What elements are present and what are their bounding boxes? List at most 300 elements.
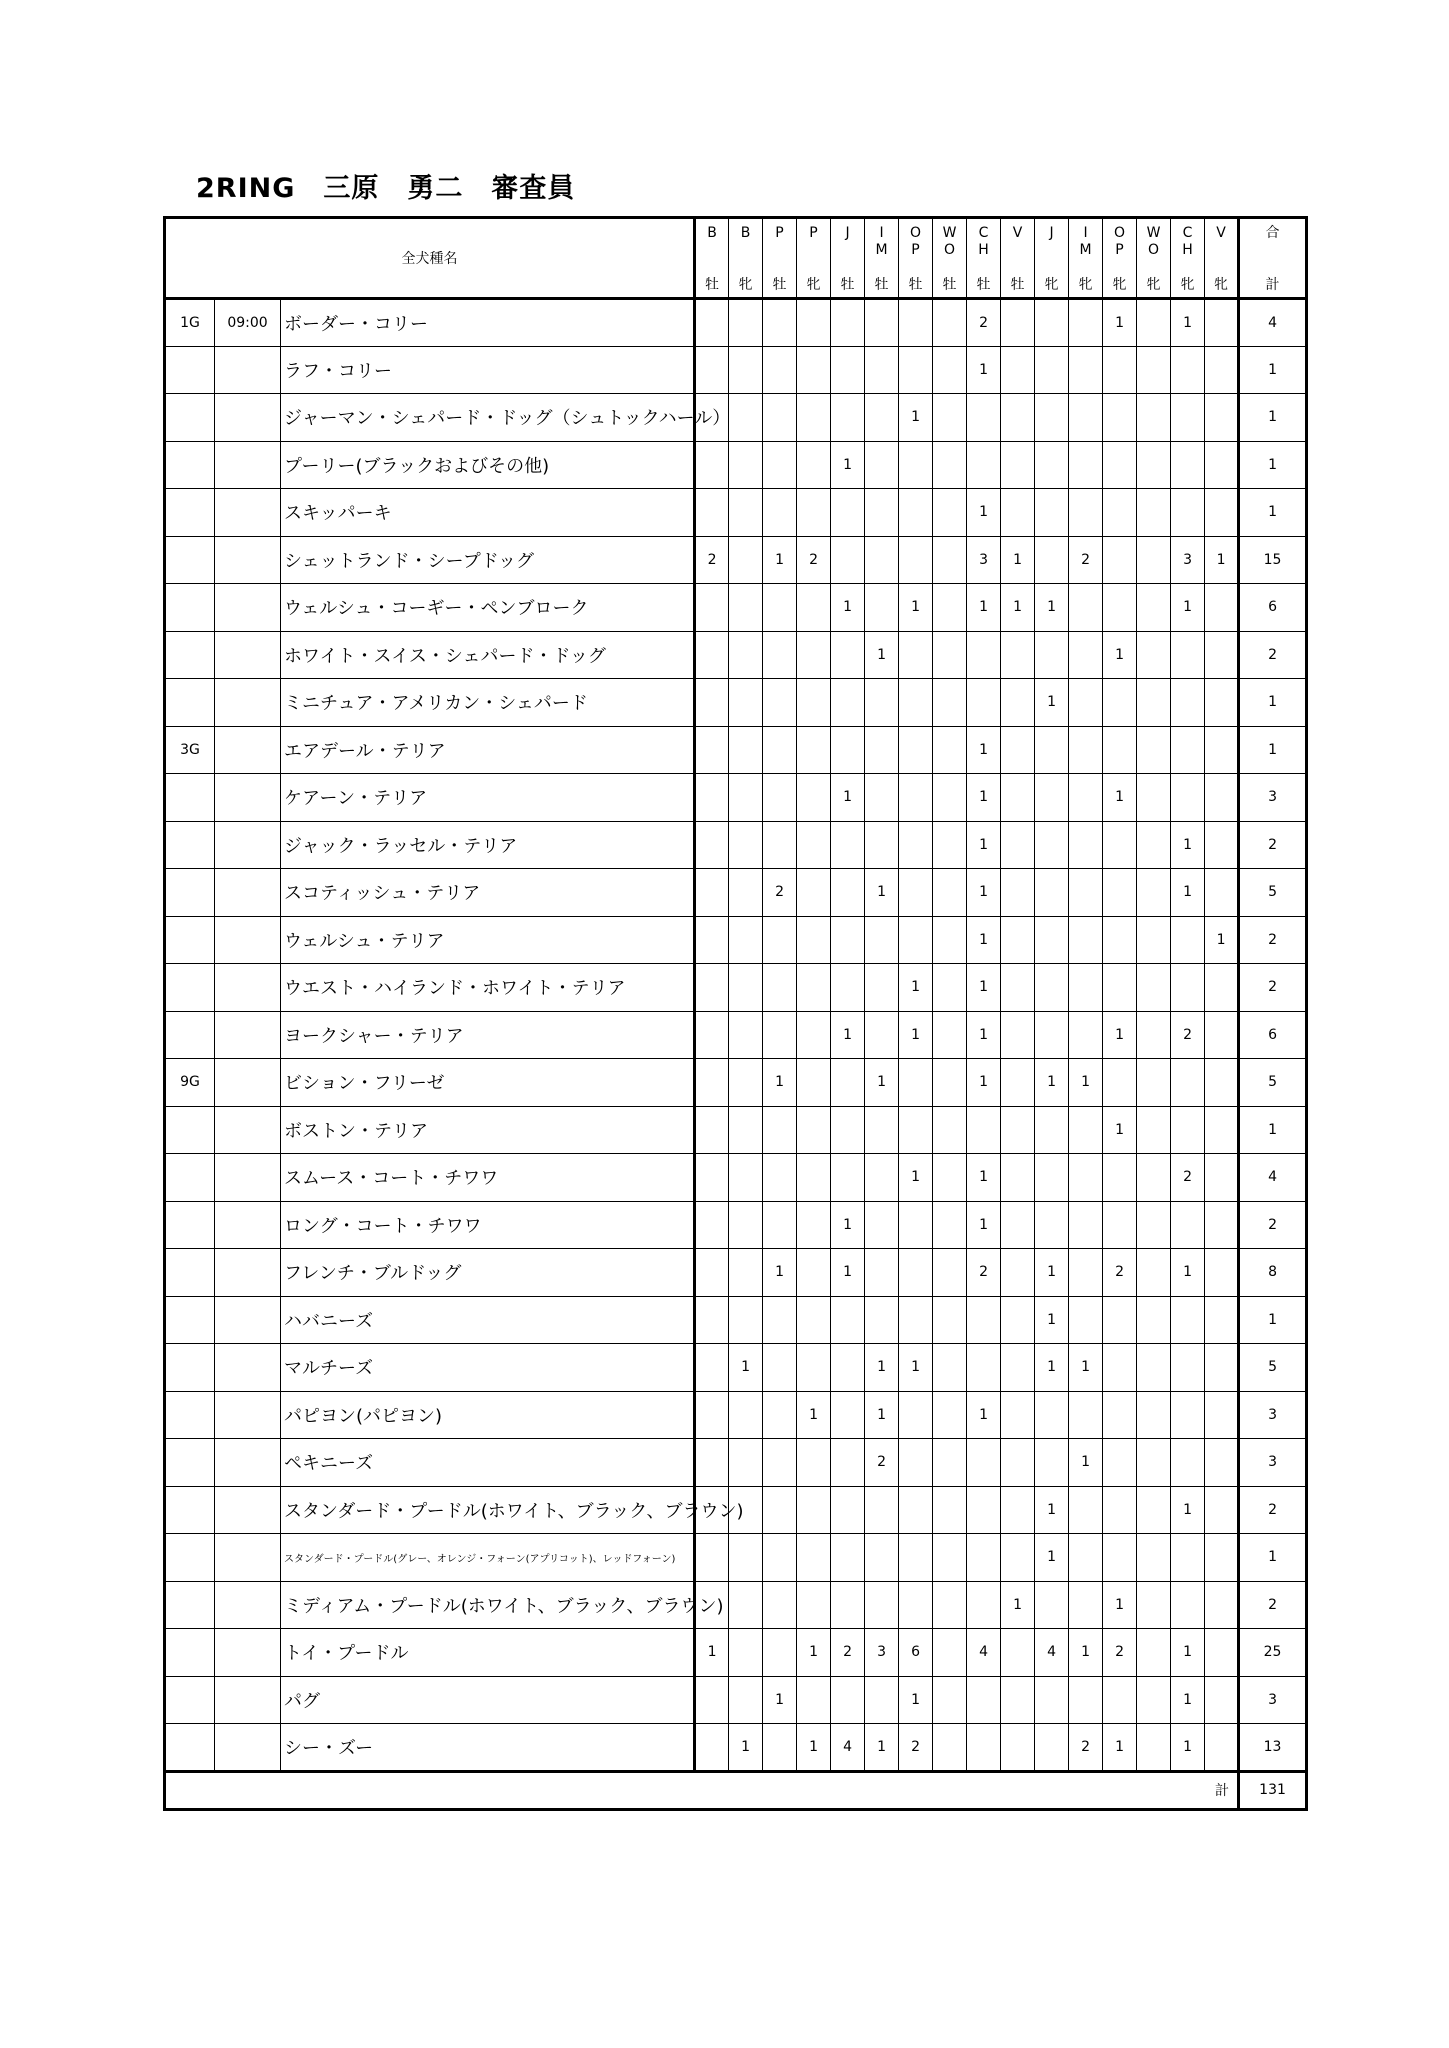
table-row — [165, 1581, 1307, 1629]
count-cell — [1137, 916, 1171, 964]
count-cell: 1 — [967, 1201, 1001, 1249]
count-cell — [695, 679, 729, 727]
row-total: 1 — [1239, 346, 1307, 394]
count-cell — [1035, 299, 1069, 347]
count-cell: 1 — [899, 964, 933, 1012]
count-cell: 1 — [1035, 1344, 1069, 1392]
count-cell — [933, 394, 967, 442]
count-cell — [729, 441, 763, 489]
breed-name: ヨークシャー・テリア — [281, 1011, 695, 1059]
total-row — [165, 1771, 1307, 1809]
count-cell — [933, 964, 967, 1012]
count-cell — [933, 1011, 967, 1059]
class-code: C H — [978, 224, 989, 258]
row-total: 3 — [1239, 1676, 1307, 1724]
count-cell — [1205, 821, 1239, 869]
class-code: B — [707, 224, 717, 241]
count-cell — [1205, 1486, 1239, 1534]
row-total: 8 — [1239, 1249, 1307, 1297]
class-sex: 牝 — [1146, 276, 1161, 293]
count-cell — [1171, 774, 1205, 822]
count-cell: 1 — [1069, 1344, 1103, 1392]
count-cell — [967, 1439, 1001, 1487]
count-cell — [1103, 964, 1137, 1012]
count-cell — [1171, 1391, 1205, 1439]
time-cell — [215, 1201, 281, 1249]
table-row — [165, 441, 1307, 489]
count-cell: 2 — [1103, 1629, 1137, 1677]
count-cell — [1069, 1391, 1103, 1439]
count-cell: 2 — [695, 536, 729, 584]
count-cell — [1103, 489, 1137, 537]
count-cell: 1 — [729, 1344, 763, 1392]
table-row — [165, 916, 1307, 964]
class-sex: 牡 — [908, 276, 923, 293]
count-cell — [729, 1581, 763, 1629]
count-cell: 1 — [967, 869, 1001, 917]
count-cell — [763, 774, 797, 822]
count-cell — [933, 1296, 967, 1344]
class-column-header — [729, 218, 763, 299]
count-cell — [797, 299, 831, 347]
count-cell: 1 — [1069, 1059, 1103, 1107]
count-cell — [1069, 299, 1103, 347]
class-column-header — [831, 218, 865, 299]
count-cell: 2 — [1069, 1724, 1103, 1772]
count-cell: 1 — [865, 869, 899, 917]
count-cell — [797, 1676, 831, 1724]
time-cell — [215, 1629, 281, 1677]
count-cell: 1 — [763, 1249, 797, 1297]
count-cell — [729, 1629, 763, 1677]
count-cell — [797, 441, 831, 489]
count-cell: 2 — [1069, 536, 1103, 584]
group-cell — [165, 1629, 215, 1677]
count-cell — [1035, 489, 1069, 537]
breed-name: スコティッシュ・テリア — [281, 869, 695, 917]
count-cell — [763, 1201, 797, 1249]
class-sex: 牝 — [1214, 276, 1229, 293]
row-total: 2 — [1239, 631, 1307, 679]
count-cell — [831, 1534, 865, 1582]
group-cell — [165, 1106, 215, 1154]
count-cell — [899, 441, 933, 489]
count-cell — [1205, 1154, 1239, 1202]
count-cell — [831, 1486, 865, 1534]
count-cell — [1103, 1486, 1137, 1534]
count-cell — [899, 774, 933, 822]
count-cell: 1 — [967, 964, 1001, 1012]
count-cell — [1205, 1249, 1239, 1297]
count-cell — [695, 584, 729, 632]
count-cell: 1 — [1171, 1724, 1205, 1772]
count-cell — [1069, 1676, 1103, 1724]
count-cell — [1001, 1344, 1035, 1392]
count-cell — [933, 1059, 967, 1107]
class-sex: 計 — [1265, 276, 1280, 293]
group-cell — [165, 1249, 215, 1297]
count-cell — [1035, 1201, 1069, 1249]
count-cell — [1035, 1154, 1069, 1202]
class-code: C H — [1182, 224, 1193, 258]
class-column-header — [1001, 218, 1035, 299]
count-cell — [967, 1534, 1001, 1582]
count-cell — [933, 489, 967, 537]
count-cell — [1001, 1724, 1035, 1772]
count-cell — [1137, 1296, 1171, 1344]
count-cell: 1 — [1171, 584, 1205, 632]
count-cell — [695, 1724, 729, 1772]
count-cell: 1 — [967, 346, 1001, 394]
row-total: 2 — [1239, 964, 1307, 1012]
count-cell — [967, 631, 1001, 679]
time-cell — [215, 1059, 281, 1107]
count-cell: 1 — [1103, 299, 1137, 347]
count-cell — [695, 1059, 729, 1107]
count-cell — [1069, 489, 1103, 537]
count-cell — [1103, 1059, 1137, 1107]
count-cell: 2 — [1171, 1011, 1205, 1059]
group-cell — [165, 1011, 215, 1059]
count-cell — [797, 1296, 831, 1344]
row-total: 5 — [1239, 869, 1307, 917]
count-cell — [1137, 1581, 1171, 1629]
row-total: 1 — [1239, 726, 1307, 774]
count-cell — [899, 726, 933, 774]
group-cell — [165, 631, 215, 679]
total-column-header — [1239, 218, 1307, 299]
time-cell — [215, 441, 281, 489]
count-cell — [1001, 1629, 1035, 1677]
count-cell — [763, 299, 797, 347]
count-cell: 1 — [1103, 631, 1137, 679]
count-cell — [1137, 1154, 1171, 1202]
count-cell: 1 — [865, 631, 899, 679]
time-cell — [215, 1296, 281, 1344]
count-cell — [933, 916, 967, 964]
class-sex: 牝 — [806, 276, 821, 293]
count-cell: 1 — [1001, 536, 1035, 584]
class-code: W O — [942, 224, 957, 258]
count-cell: 4 — [831, 1724, 865, 1772]
count-cell: 1 — [967, 489, 1001, 537]
count-cell — [831, 1106, 865, 1154]
count-cell: 1 — [695, 1629, 729, 1677]
count-cell: 1 — [967, 774, 1001, 822]
count-cell — [729, 869, 763, 917]
count-cell — [729, 964, 763, 1012]
count-cell — [695, 489, 729, 537]
count-cell — [1001, 441, 1035, 489]
class-column-header — [865, 218, 899, 299]
page-title: 2RING 三原 勇二 審査員 — [196, 173, 576, 204]
count-cell — [797, 1154, 831, 1202]
time-cell — [215, 1011, 281, 1059]
count-cell — [865, 726, 899, 774]
table-row — [165, 1344, 1307, 1392]
group-cell — [165, 1391, 215, 1439]
count-cell — [967, 1344, 1001, 1392]
row-total: 2 — [1239, 1486, 1307, 1534]
class-sex: 牡 — [705, 276, 720, 293]
count-cell — [967, 1486, 1001, 1534]
class-sex: 牡 — [874, 276, 889, 293]
count-cell: 3 — [967, 536, 1001, 584]
group-cell — [165, 1724, 215, 1772]
count-cell — [1137, 441, 1171, 489]
breed-name: ハバニーズ — [281, 1296, 695, 1344]
class-code: J — [1049, 224, 1054, 241]
count-cell: 6 — [899, 1629, 933, 1677]
count-cell: 1 — [831, 774, 865, 822]
count-cell — [899, 1391, 933, 1439]
table-row — [165, 1011, 1307, 1059]
count-cell — [1001, 346, 1035, 394]
class-column-header — [1137, 218, 1171, 299]
class-code: P — [775, 224, 784, 241]
count-cell: 1 — [967, 1154, 1001, 1202]
count-cell — [763, 1011, 797, 1059]
count-cell — [797, 1106, 831, 1154]
count-cell — [797, 916, 831, 964]
count-cell — [1069, 1011, 1103, 1059]
count-cell: 1 — [763, 536, 797, 584]
breed-name: ペキニーズ — [281, 1439, 695, 1487]
count-cell — [1069, 1249, 1103, 1297]
count-cell — [1171, 1296, 1205, 1344]
count-cell — [1137, 1629, 1171, 1677]
count-cell: 1 — [899, 1676, 933, 1724]
row-total: 4 — [1239, 299, 1307, 347]
count-cell — [1171, 1344, 1205, 1392]
count-cell: 1 — [1035, 1059, 1069, 1107]
breed-name: ロング・コート・チワワ — [281, 1201, 695, 1249]
count-cell — [1137, 299, 1171, 347]
count-cell — [1137, 726, 1171, 774]
count-cell — [763, 1296, 797, 1344]
time-cell — [215, 821, 281, 869]
count-cell — [1035, 916, 1069, 964]
count-cell — [763, 584, 797, 632]
count-cell — [797, 631, 831, 679]
count-cell: 1 — [1171, 1486, 1205, 1534]
count-cell: 1 — [967, 584, 1001, 632]
breed-name: ジャーマン・シェパード・ドッグ（シュトックハール） — [281, 394, 695, 442]
count-cell — [1205, 489, 1239, 537]
count-cell — [831, 394, 865, 442]
count-cell — [865, 1296, 899, 1344]
time-cell — [215, 1249, 281, 1297]
count-cell — [1205, 726, 1239, 774]
count-cell — [1069, 916, 1103, 964]
table-row — [165, 1391, 1307, 1439]
count-cell — [797, 1581, 831, 1629]
count-cell — [831, 1059, 865, 1107]
count-cell — [899, 1059, 933, 1107]
count-cell — [763, 394, 797, 442]
count-cell — [1205, 1296, 1239, 1344]
breed-name: ホワイト・スイス・シェパード・ドッグ — [281, 631, 695, 679]
count-cell — [1069, 584, 1103, 632]
count-cell — [1205, 964, 1239, 1012]
count-cell: 1 — [1103, 1581, 1137, 1629]
count-cell: 1 — [967, 726, 1001, 774]
count-cell — [1137, 1249, 1171, 1297]
count-cell — [1001, 1534, 1035, 1582]
breed-name: ジャック・ラッセル・テリア — [281, 821, 695, 869]
count-cell — [831, 1154, 865, 1202]
row-total: 4 — [1239, 1154, 1307, 1202]
count-cell — [899, 631, 933, 679]
count-cell — [1001, 1439, 1035, 1487]
count-cell — [729, 774, 763, 822]
count-cell — [797, 774, 831, 822]
count-cell — [1205, 346, 1239, 394]
count-cell — [967, 1581, 1001, 1629]
count-cell — [933, 631, 967, 679]
count-cell — [1137, 536, 1171, 584]
class-sex: 牡 — [976, 276, 991, 293]
count-cell — [1035, 1011, 1069, 1059]
time-cell — [215, 346, 281, 394]
count-cell — [899, 346, 933, 394]
time-cell — [215, 631, 281, 679]
row-total: 1 — [1239, 441, 1307, 489]
count-cell: 1 — [763, 1676, 797, 1724]
count-cell: 1 — [831, 1249, 865, 1297]
count-cell: 1 — [831, 1201, 865, 1249]
count-cell — [1137, 1486, 1171, 1534]
count-cell — [1205, 299, 1239, 347]
count-cell — [933, 869, 967, 917]
total-label: 計 — [165, 1771, 1239, 1809]
count-cell: 1 — [1035, 1486, 1069, 1534]
count-cell — [1137, 1534, 1171, 1582]
count-cell — [763, 679, 797, 727]
count-cell — [695, 441, 729, 489]
group-cell — [165, 964, 215, 1012]
count-cell — [797, 964, 831, 1012]
count-cell — [831, 1344, 865, 1392]
count-cell: 1 — [1171, 821, 1205, 869]
count-cell — [1137, 679, 1171, 727]
count-cell — [1035, 964, 1069, 1012]
group-cell — [165, 1486, 215, 1534]
count-cell — [1001, 679, 1035, 727]
count-cell — [933, 1581, 967, 1629]
count-cell — [1001, 1296, 1035, 1344]
count-cell — [797, 1059, 831, 1107]
table-row — [165, 1629, 1307, 1677]
count-cell — [831, 299, 865, 347]
count-cell — [899, 869, 933, 917]
count-cell — [865, 584, 899, 632]
count-cell — [1001, 964, 1035, 1012]
count-cell — [1171, 1581, 1205, 1629]
count-cell — [1001, 774, 1035, 822]
class-sex: 牝 — [1078, 276, 1093, 293]
count-cell — [967, 1296, 1001, 1344]
count-cell — [729, 631, 763, 679]
count-cell — [1001, 299, 1035, 347]
count-cell — [797, 584, 831, 632]
count-cell — [729, 1106, 763, 1154]
class-sex: 牝 — [1112, 276, 1127, 293]
table-row — [165, 774, 1307, 822]
count-cell — [899, 1201, 933, 1249]
count-cell — [865, 1011, 899, 1059]
count-cell — [1171, 346, 1205, 394]
count-cell: 1 — [831, 441, 865, 489]
group-cell — [165, 774, 215, 822]
count-cell — [967, 1724, 1001, 1772]
count-cell: 1 — [1103, 1106, 1137, 1154]
breed-name: ボーダー・コリー — [281, 299, 695, 347]
count-cell — [1069, 346, 1103, 394]
count-cell — [865, 394, 899, 442]
count-cell: 1 — [1069, 1629, 1103, 1677]
row-total: 1 — [1239, 489, 1307, 537]
count-cell — [1069, 774, 1103, 822]
count-cell: 4 — [1035, 1629, 1069, 1677]
count-cell — [763, 964, 797, 1012]
class-column-header — [1205, 218, 1239, 299]
class-column-header — [1069, 218, 1103, 299]
breed-name: ラフ・コリー — [281, 346, 695, 394]
count-cell — [729, 1676, 763, 1724]
count-cell: 1 — [967, 1011, 1001, 1059]
count-cell — [1069, 441, 1103, 489]
count-cell — [1171, 679, 1205, 727]
breed-name: ウェルシュ・テリア — [281, 916, 695, 964]
count-cell — [729, 821, 763, 869]
count-cell — [1137, 631, 1171, 679]
count-cell — [797, 1486, 831, 1534]
count-cell — [763, 726, 797, 774]
time-cell — [215, 489, 281, 537]
time-cell — [215, 726, 281, 774]
count-cell — [729, 1249, 763, 1297]
count-cell — [695, 1154, 729, 1202]
count-cell — [695, 631, 729, 679]
count-cell — [1171, 964, 1205, 1012]
group-cell — [165, 536, 215, 584]
count-cell — [695, 1439, 729, 1487]
count-cell — [1103, 1534, 1137, 1582]
count-cell — [933, 299, 967, 347]
count-cell — [1001, 1391, 1035, 1439]
count-cell — [899, 1439, 933, 1487]
count-cell: 1 — [797, 1391, 831, 1439]
count-cell: 1 — [967, 916, 1001, 964]
count-cell — [1205, 1201, 1239, 1249]
count-cell — [1069, 1581, 1103, 1629]
breed-name: プーリー(ブラックおよびその他) — [281, 441, 695, 489]
count-cell — [729, 1391, 763, 1439]
count-cell — [1137, 1344, 1171, 1392]
class-column-header — [933, 218, 967, 299]
breed-name: スムース・コート・チワワ — [281, 1154, 695, 1202]
count-cell — [1103, 726, 1137, 774]
group-cell: 1G — [165, 299, 215, 347]
count-cell — [831, 346, 865, 394]
count-cell — [729, 536, 763, 584]
count-cell — [865, 1154, 899, 1202]
count-cell — [1171, 726, 1205, 774]
count-cell — [1103, 584, 1137, 632]
count-cell — [933, 1249, 967, 1297]
class-column-header — [1035, 218, 1069, 299]
